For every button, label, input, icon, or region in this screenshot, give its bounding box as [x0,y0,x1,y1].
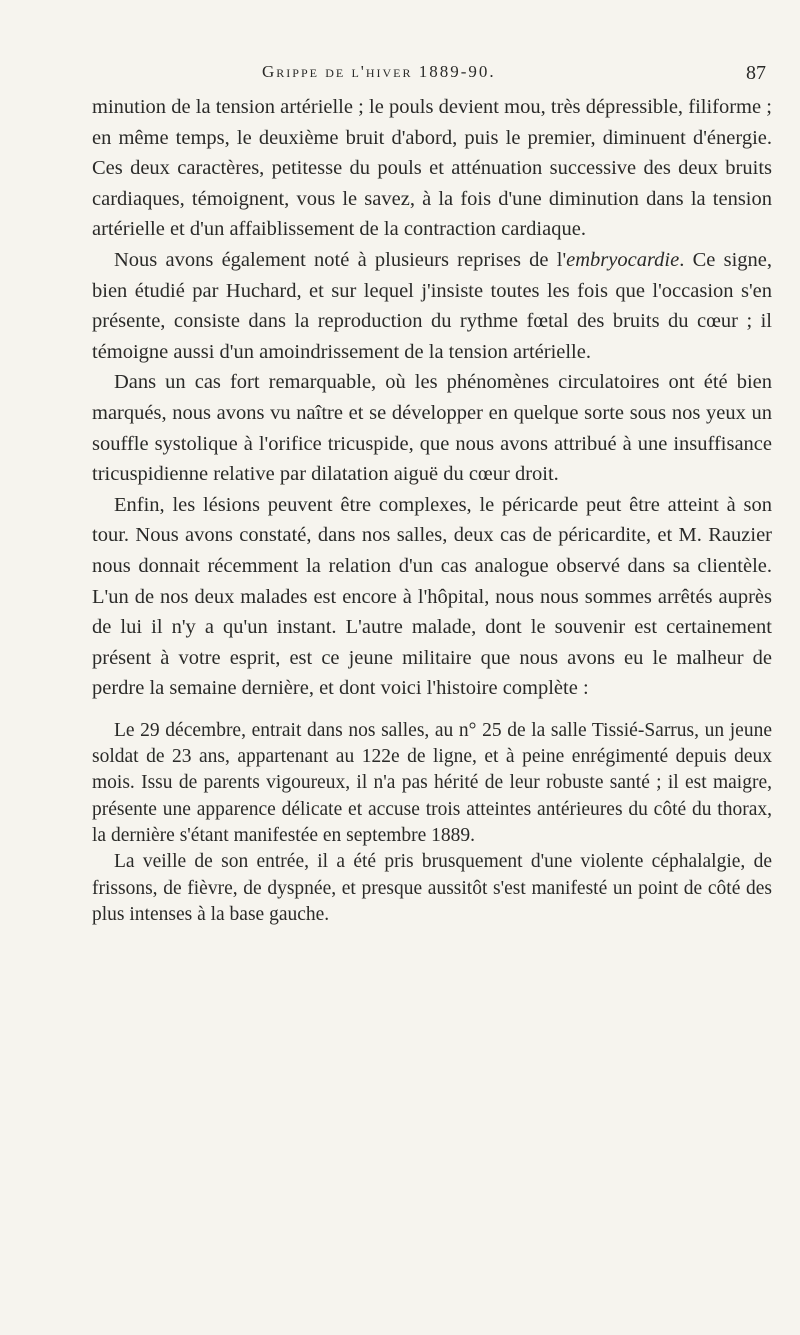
page-number: 87 [746,62,766,84]
paragraph: minution de la tension artérielle ; le pouls devient mou, très dépressible, filiforme ; en même temps, le deuxième bruit d'abord, puis le premier, diminuent d'énergie. Ces deux caractères, petitesse du pouls et atténuation successive des deux bruits cardiaques, témoignent, vous le savez, à la fois d'une diminution dans la tension artérielle et d'un affaiblissement de la contraction cardiaque. [92,96,772,241]
paragraph: Dans un cas fort remarquable, où les phénomènes circulatoires ont été bien marqués, nous avons vu naître et se développer en quelque sorte sous nos yeux un souffle systolique à l'orifice tricuspide, que nous avons attribué à une insuffisance tricuspidienne relative par dilatation aiguë du cœur droit. [92,371,772,486]
italic-term: embryocardie [566,248,680,271]
paragraph [92,245,772,367]
case-paragraph: La veille de son entrée, il a été pris brusquement d'une violente céphalalgie, de frissons, de fièvre, de dyspnée, et presque aussitôt s'est manifesté un point de côté des plus intenses à la base gauche. [92,851,772,925]
running-title: Grippe de l'hiver 1889-90. [262,62,496,81]
text-run: Nous avons également noté à plusieurs reprises de l' [114,248,567,271]
case-report [92,718,772,928]
running-head [92,62,772,92]
paragraph: Enfin, les lésions peuvent être complexes, le péricarde peut être atteint à son tour. Nous avons constaté, dans nos salles, deux cas de péricardite, et M. Rauzier nous donnait récemment la relation d'un cas analogue observé dans sa clientèle. L'un de nos deux malades est encore à l'hôpital, nous nous sommes arrêtés auprès de lui il n'y a qu'un instant. L'autre malade, dont le souvenir est certainement présent à votre esprit, est ce jeune militaire que nous avons eu le malheur de perdre la semaine dernière, et dont voici l'histoire complète : [92,493,772,700]
book-page [92,62,772,928]
lecture-text [92,92,772,704]
case-paragraph: Le 29 décembre, entrait dans nos salles, au n° 25 de la salle Tissié-Sarrus, un jeune soldat de 23 ans, appartenant au 122e de ligne, et à peine enrégimenté depuis deux mois. Issu de parents vigoureux, il n'a pas hérité de leur robuste santé ; il est maigre, présente une apparence délicate et accuse trois atteintes antérieures du côté du thorax, la dernière s'étant manifestée en septembre 1889. [92,719,772,847]
text-run: . Ce signe, bien étudié par Huchard, et sur lequel j'insiste toutes les fois que l'occasion s'en présente, consiste dans la reproduction du rythme fœtal des bruits du cœur ; il témoigne aussi d'un amoindrissement de la tension artérielle. [92,248,773,363]
